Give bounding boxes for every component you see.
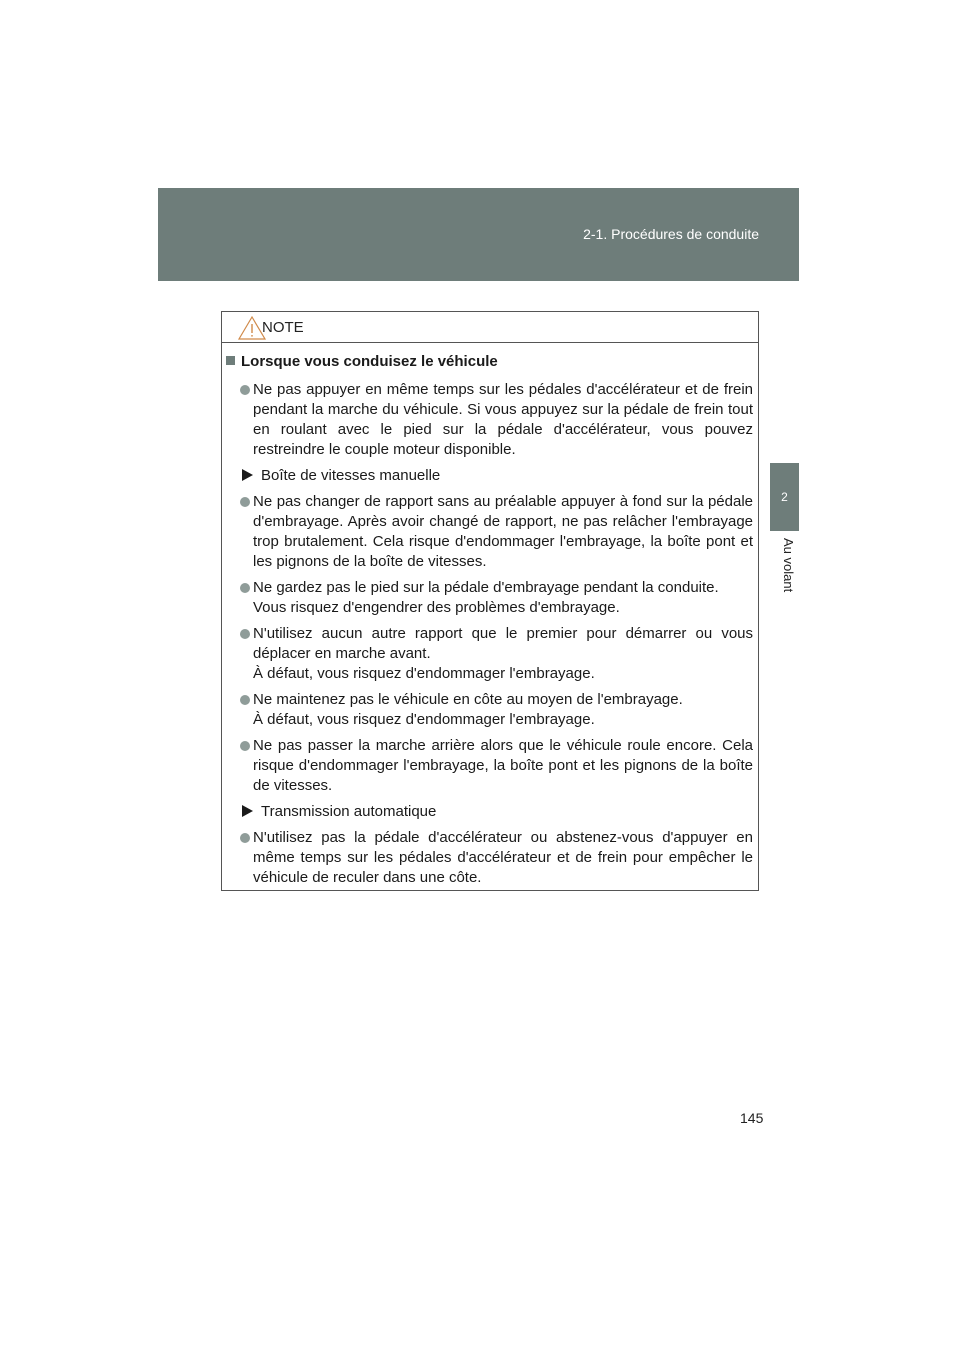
list-item-text: Ne maintenez pas le véhicule en côte au moyen de l'embrayage. À défaut, vous risquez d'endommager l'embrayage. <box>253 691 683 728</box>
list-item <box>226 690 753 730</box>
bullet-dot-icon <box>240 741 250 751</box>
section-title-text: Lorsque vous conduisez le véhicule <box>241 353 498 370</box>
note-header <box>222 312 758 343</box>
subheading-text: Transmission automatique <box>261 803 437 820</box>
list-item-text: N'utilisez aucun autre rapport que le premier pour démarrer ou vous déplacer en marche avant. À défaut, vous risquez d'endommager l'embrayage. <box>253 625 753 682</box>
triangle-right-icon <box>242 469 253 481</box>
bullet-dot-icon <box>240 695 250 705</box>
subheading-text: Boîte de vitesses manuelle <box>261 467 441 484</box>
bullet-dot-icon <box>240 497 250 507</box>
section-title <box>226 352 753 372</box>
bullet-dot-icon <box>240 385 250 395</box>
note-box <box>221 311 759 891</box>
side-tab-number: 2 <box>770 463 799 531</box>
list-item-text: Ne pas changer de rapport sans au préalable appuyer à fond sur la pédale d'embrayage. Après avoir changé de rapport, ne pas relâcher l'embrayage trop brutalement. Cela risque d'endommager l'embrayage, la boîte pont et les pignons de la boîte de vitesses. <box>253 493 753 570</box>
list-item <box>226 736 753 796</box>
list-item <box>226 380 753 460</box>
list-item-text: N'utilisez pas la pédale d'accélérateur ou abstenez-vous d'appuyer en même temps sur les pédales d'accélérateur et de frein pour empêcher le véhicule de reculer dans une côte. <box>253 829 753 886</box>
list-item-text: Ne pas appuyer en même temps sur les pédales d'accélérateur et de frein pendant la marche du véhicule. Si vous appuyez sur la pédale de frein tout en roulant avec le pied sur la pédale d'accélérateur, vous pouvez restreindre le couple moteur disponible. <box>253 381 753 458</box>
subheading <box>226 802 753 822</box>
subheading <box>226 466 753 486</box>
list-item-text: Ne pas passer la marche arrière alors que le véhicule roule encore. Cela risque d'endommager l'embrayage, la boîte pont et les pignons de la boîte de vitesses. <box>253 737 753 794</box>
header-title: 2-1. Procédures de conduite <box>583 226 759 242</box>
list-item-text: Ne gardez pas le pied sur la pédale d'embrayage pendant la conduite. Vous risquez d'engendrer des problèmes d'embrayage. <box>253 579 719 616</box>
list-item <box>226 578 753 618</box>
triangle-right-icon <box>242 805 253 817</box>
list-item <box>226 624 753 684</box>
bullet-dot-icon <box>240 833 250 843</box>
list-item <box>226 492 753 572</box>
bullet-dot-icon <box>240 629 250 639</box>
list-item <box>226 828 753 888</box>
header-band <box>158 188 799 281</box>
square-bullet-icon <box>226 356 235 365</box>
bullet-dot-icon <box>240 583 250 593</box>
page-number: 145 <box>740 1110 764 1126</box>
note-body <box>222 343 758 888</box>
note-title: NOTE <box>262 319 304 336</box>
side-tab-label: Au volant <box>781 538 796 593</box>
